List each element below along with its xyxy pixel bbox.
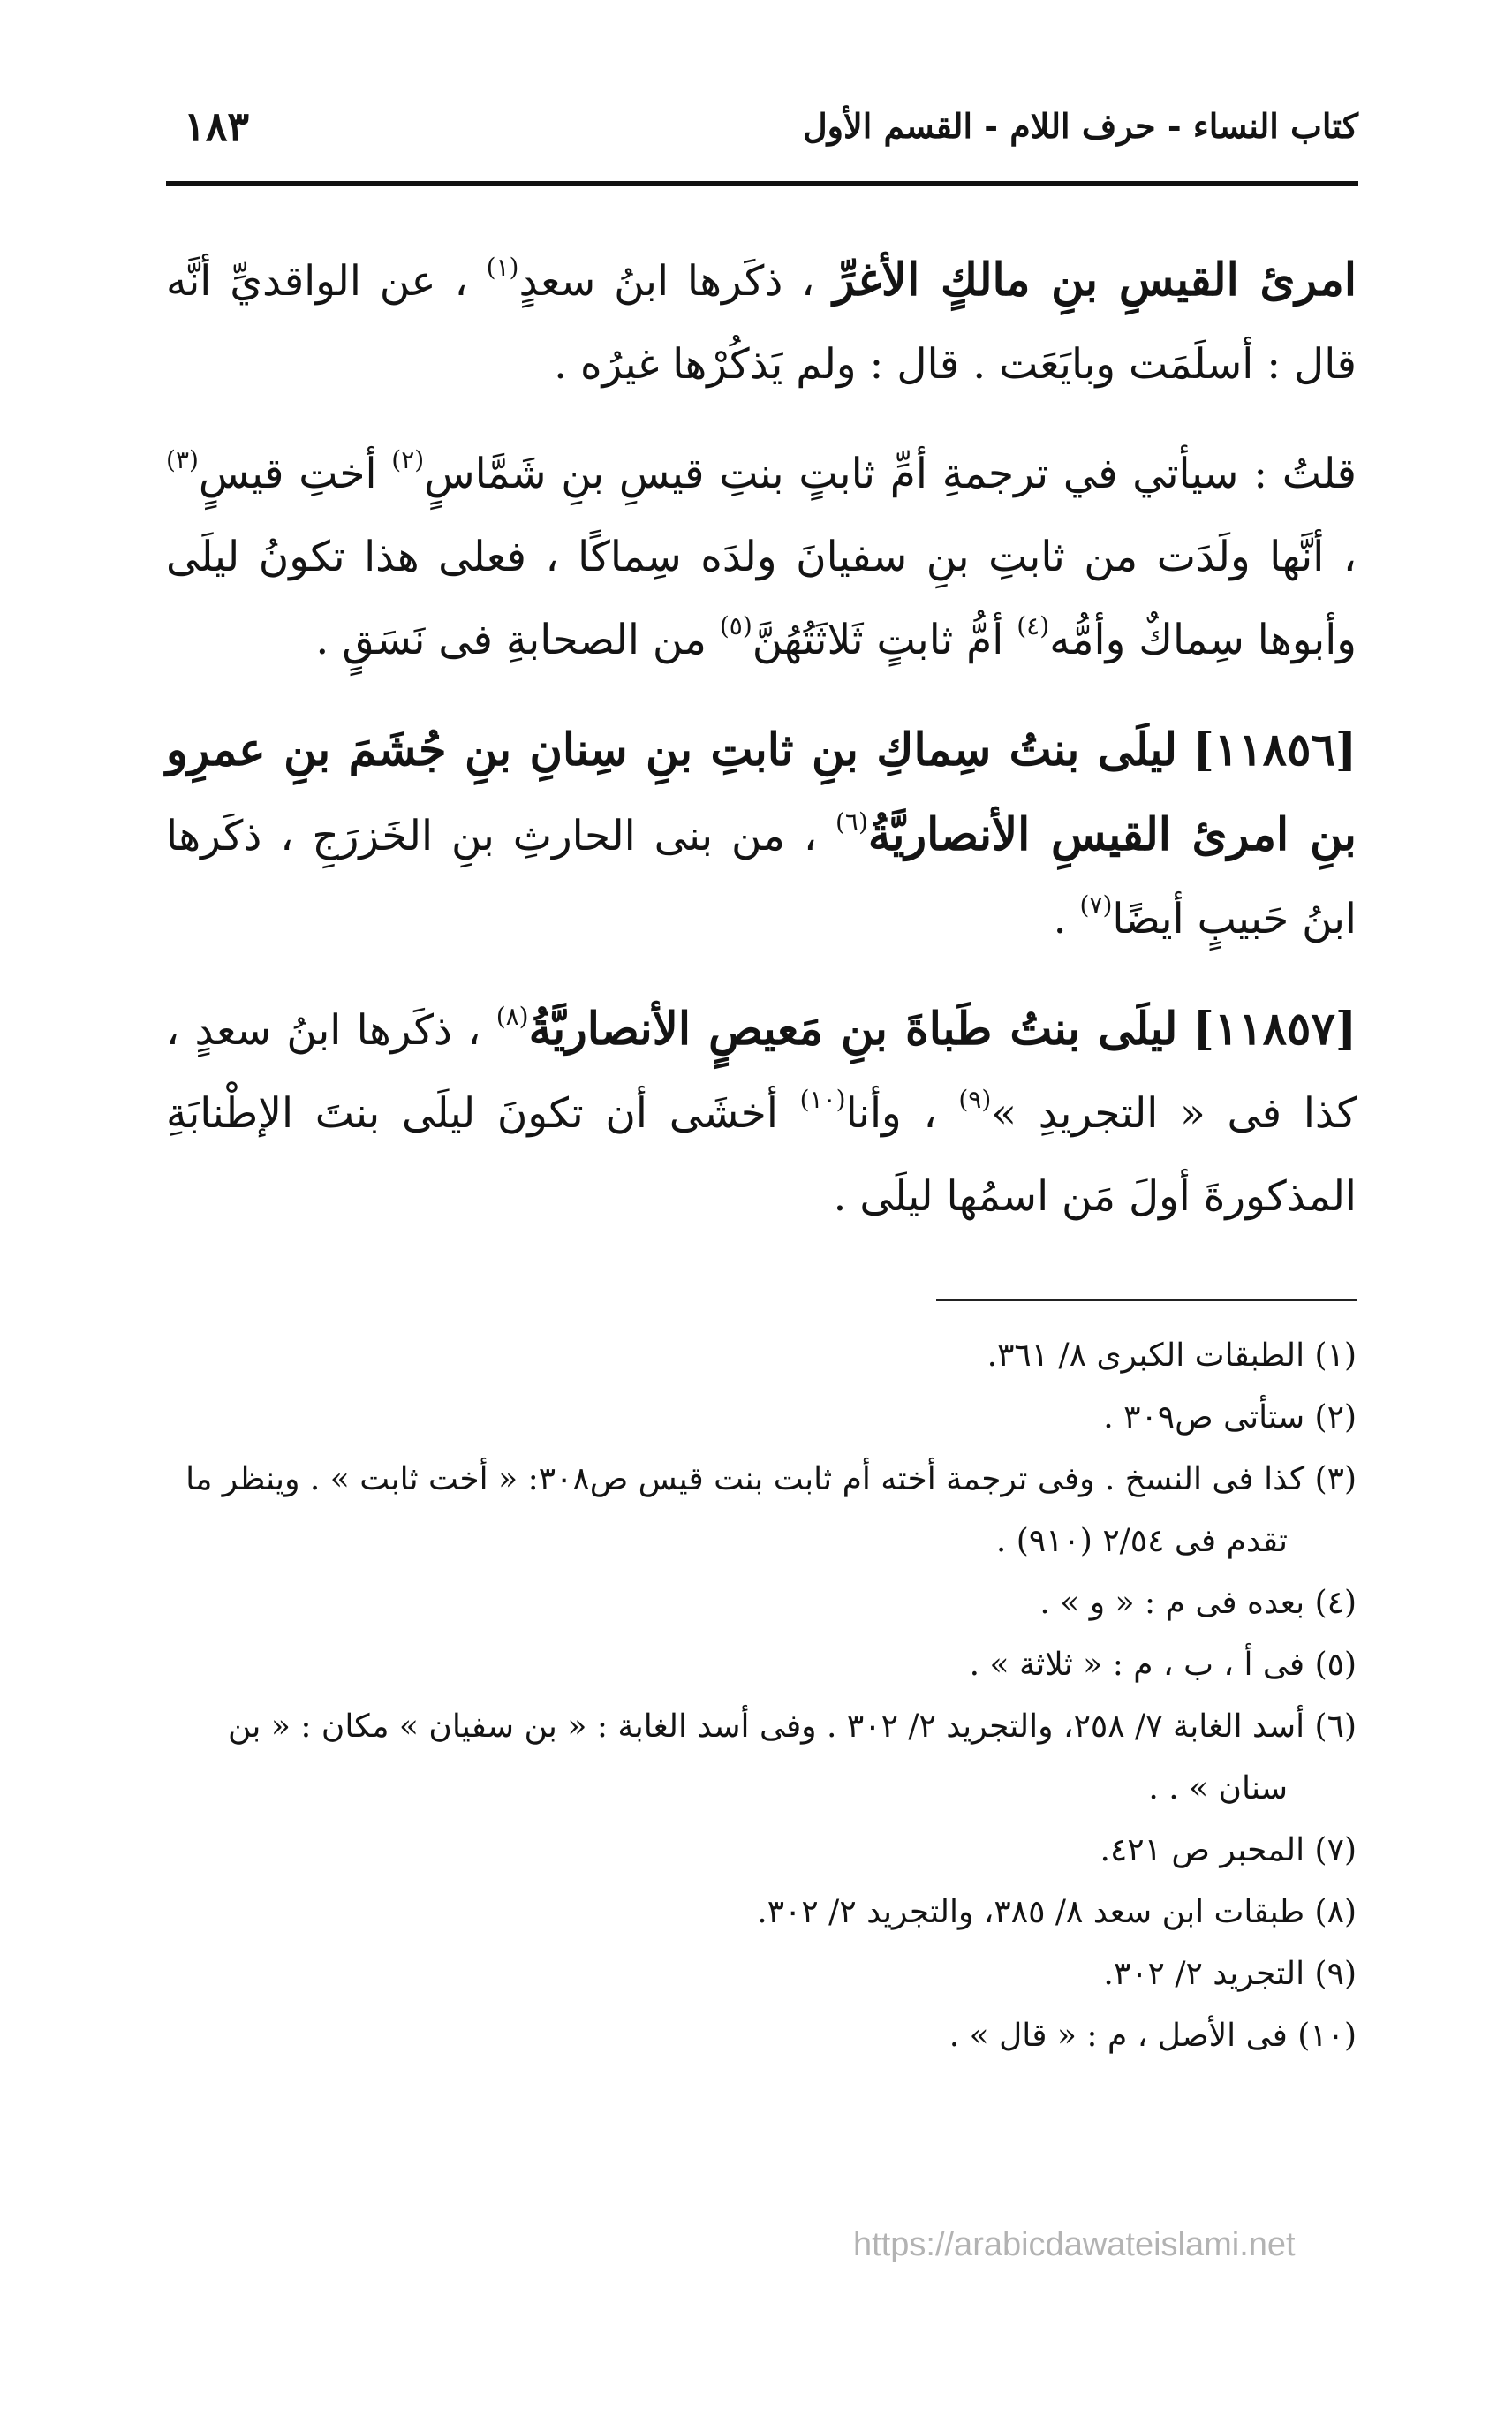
footnote-rule: [936, 1299, 1357, 1301]
footnote-1: (١) الطبقات الكبرى ٨/ ٣٦١.: [987, 1337, 1357, 1374]
footnote-ref: (٧): [1079, 890, 1113, 920]
main-text: [166, 239, 1357, 1265]
footnote-ref: (٨): [495, 1002, 529, 1031]
footnote-3: (٣) كذا فى النسخ . وفى ترجمة أخته أم ثابت بنت قيس ص٣٠٨: « أخت ثابت » . وينظر ما: [185, 1461, 1357, 1497]
entry-name: ليلَى بنتُ سِماكِ بنِ ثابتِ بنِ سِنانِ بنِ جُشَمَ بنِ عمرِو بنِ امرئ القيسِ الأنصاريَّةُ: [166, 723, 1357, 861]
footnote-ref: (٩): [958, 1085, 992, 1114]
page-number: ١٨٣: [184, 102, 250, 150]
entry-number: [١١٨٥٧]: [1192, 1003, 1357, 1056]
entry-number: [١١٨٥٦]: [1192, 723, 1357, 776]
footnote-ref: (٤): [1017, 611, 1050, 640]
footnote-10: (١٠) فى الأصل ، م : « قال » .: [949, 2018, 1357, 2054]
paragraph-2: قلتُ : سيأتي في ترجمةِ أمِّ ثابتٍ بنتِ قيسِ بنِ شَمَّاسٍ$^{(٢)}$ أختِ قيسٍ$^{(٣)}$ ، أنَّها ولَدَت من ثابتِ بنِ سفيانَ ولدَه سِماكًا ، فعلى هذا تكونُ ليلَى وأبوها سِماكٌ وأمُّه$^{(٤)}$ أمُّ ثابتٍ ثَلاثَتُهُنَّ$^{(٥)}$ من الصحابةِ فى نَسَقٍ .: [166, 445, 1357, 664]
footnote-4: (٤) بعده فى م : « و » .: [1040, 1585, 1357, 1621]
entry-11857: [١١٨٥٧] ليلَى بنتُ طَباةَ بنِ مَعيصٍ الأنصاريَّةُ$^{(٨)}$ ، ذكَرها ابنُ سعدٍ ، كذا فى « التجريدِ »$^{(٩)}$ ، وأنا$^{(١٠)}$ أخشَى أن تكونَ ليلَى بنتَ الإطْنابَةِ المذكورةَ أولَ مَن اسمُها ليلَى .: [166, 1002, 1357, 1221]
footnote-8: (٨) طبقات ابن سعد ٨/ ٣٨٥، والتجريد ٢/ ٣٠٢.: [757, 1894, 1357, 1930]
footnote-ref: (٥): [719, 611, 752, 640]
entry-name: امرئ القيسِ بنِ مالكٍ الأغرِّ: [833, 254, 1357, 307]
footnote-6-continued: سنان » . .: [1148, 1770, 1288, 1807]
footnote-7: (٧) المحبر ص ٤٢١.: [1100, 1832, 1357, 1868]
running-header: [166, 97, 1358, 159]
footnote-9: (٩) التجريد ٢/ ٣٠٢.: [1103, 1956, 1357, 1992]
footnote-3-continued: تقدم فى ٢/٥٤ (٩١٠) .: [995, 1523, 1288, 1559]
footnote-ref: (٣): [166, 445, 199, 474]
footnote-ref: (١): [486, 253, 519, 282]
footnote-6: (٦) أسد الغابة ٧/ ٢٥٨، والتجريد ٢/ ٣٠٢ . وفى أسد الغابة : « بن سفيان » مكان : « بن: [228, 1708, 1357, 1745]
watermark-url: https://arabicdawateislami.net: [853, 2226, 1296, 2263]
footnote-ref: (١٠): [799, 1085, 846, 1114]
header-rule: [166, 181, 1358, 186]
header-title: كتاب النساء - حرف اللام - القسم الأول: [803, 106, 1358, 146]
footnote-ref: (٦): [835, 807, 868, 837]
paragraph-1: امرئ القيسِ بنِ مالكٍ الأغرِّ ، ذكَرها ابنُ سعدٍ$^{(١)}$ ، عن الواقديِّ أنَّه قال : أسلَمَت وبايَعَت . قال : ولم يَذكُرْها غيرُه .: [166, 253, 1357, 389]
entry-11856: [١١٨٥٦] ليلَى بنتُ سِماكِ بنِ ثابتِ بنِ سِنانِ بنِ جُشَمَ بنِ عمرِو بنِ امرئ القيسِ الأنصاريَّةُ$^{(٦)}$ ، من بنى الحارثِ بنِ الخَزرَجِ ، ذكَرها ابنُ حَبيبٍ أيضًا$^{(٧)}$ .: [166, 723, 1357, 943]
footnote-5: (٥) فى أ ، ب ، م : « ثلاثة » .: [969, 1647, 1357, 1683]
footnotes: [166, 1325, 1357, 2067]
footnote-ref: (٢): [391, 445, 425, 474]
entry-name: ليلَى بنتُ طَباةَ بنِ مَعيصٍ الأنصاريَّةُ: [528, 1003, 1178, 1056]
footnote-2: (٢) ستأتى ص٣٠٩ .: [1103, 1399, 1357, 1436]
